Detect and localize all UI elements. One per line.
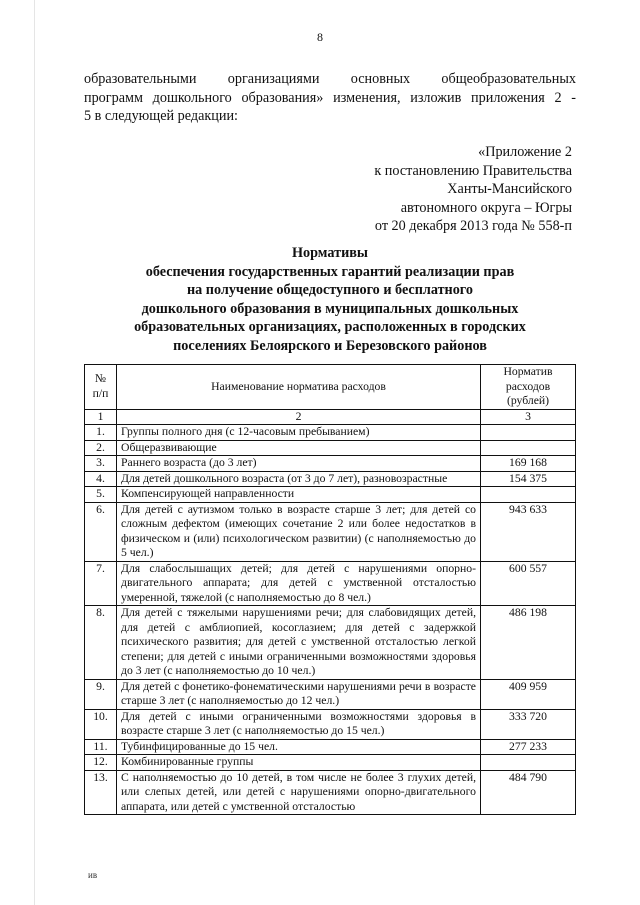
table-row	[85, 502, 576, 561]
appendix-reference	[374, 143, 572, 236]
table-row	[85, 425, 576, 441]
intro-line: образовательными организациями основных общеобразовательных	[84, 71, 576, 87]
title-line: образовательных организациях, расположенных в городских	[134, 319, 526, 336]
row-value: 943 633	[481, 502, 576, 561]
table-row	[85, 739, 576, 755]
row-name: Тубинфицированные до 15 чел.	[117, 739, 481, 755]
row-number: 7.	[85, 561, 117, 606]
row-number: 5.	[85, 487, 117, 503]
row-value	[481, 440, 576, 456]
numbering-cell: 1	[85, 409, 117, 425]
table-row	[85, 561, 576, 606]
table-row	[85, 456, 576, 472]
title-line: обеспечения государственных гарантий реализации прав	[145, 263, 515, 280]
intro-line: 5 в следующей редакции:	[84, 108, 238, 124]
appendix-line: «Приложение 2	[478, 144, 572, 160]
row-value: 333 720	[481, 709, 576, 739]
numbering-cell: 2	[117, 409, 481, 425]
table-row	[85, 755, 576, 771]
document-title	[84, 244, 576, 356]
row-value	[481, 755, 576, 771]
page-number: 8	[317, 30, 323, 44]
row-name: Для детей дошкольного возраста (от 3 до 7 лет), разновозрастные	[117, 471, 481, 487]
row-value: 486 198	[481, 606, 576, 680]
row-number: 8.	[85, 606, 117, 680]
row-number: 6.	[85, 502, 117, 561]
table-header-row	[85, 365, 576, 410]
title-line: Нормативы	[292, 245, 368, 261]
row-value: 154 375	[481, 471, 576, 487]
numbering-cell: 3	[481, 409, 576, 425]
title-line: поселениях Белоярского и Березовского районов	[173, 337, 487, 354]
row-name: Для детей с тяжелыми нарушениями речи; для слабовидящих детей, для детей с амблиопией, косоглазием; для детей с задержкой психического развития; для детей с умственной отсталостью легкой степени; для детей с иными ограниченными возможностями здоровья до 3 лет (с наполняемостью до 10 чел.)	[117, 606, 481, 680]
table-row	[85, 770, 576, 815]
table-row	[85, 709, 576, 739]
row-value	[481, 425, 576, 441]
norms-table	[84, 364, 576, 815]
table-body	[85, 425, 576, 815]
appendix-line: к постановлению Правительства	[374, 162, 572, 179]
row-name: Для детей с аутизмом только в возрасте старше 3 лет; для детей со сложным дефектом (имеющих сочетание 2 или более недостатков в физическом и (или) психологическом развитии) (с наполняемостью до 5 чел.)	[117, 502, 481, 561]
title-line: на получение общедоступного и бесплатного	[186, 282, 473, 299]
table-numbering-row	[85, 409, 576, 425]
row-name: Комбинированные группы	[117, 755, 481, 771]
header-number: № п/п	[85, 365, 117, 410]
table-row	[85, 606, 576, 680]
row-number: 12.	[85, 755, 117, 771]
appendix-line: от 20 декабря 2013 года № 558-п	[374, 218, 572, 234]
row-number: 9.	[85, 679, 117, 709]
row-number: 2.	[85, 440, 117, 456]
row-number: 10.	[85, 709, 117, 739]
appendix-line: Ханты-Мансийского	[447, 181, 572, 197]
table-row	[85, 487, 576, 503]
row-name: Общеразвивающие	[117, 440, 481, 456]
row-number: 1.	[85, 425, 117, 441]
row-name: Для детей с фонетико-фонематическими нарушениями речи в возрасте старше 3 лет (с наполняемостью до 12 чел.)	[117, 679, 481, 709]
table-row	[85, 679, 576, 709]
row-value: 277 233	[481, 739, 576, 755]
row-name: Для детей с иными ограниченными возможностями здоровья в возрасте старше 3 лет (с наполняемостью до 15 чел.)	[117, 709, 481, 739]
row-name: Раннего возраста (до 3 лет)	[117, 456, 481, 472]
row-name: С наполняемостью до 10 детей, в том числе не более 3 глухих детей, или слепых детей, или детей с нарушениями опорно-двигательного аппарата, или детей с умственной отсталостью	[117, 770, 481, 815]
table-row	[85, 471, 576, 487]
header-value: Норматив расходов (рублей)	[481, 365, 576, 410]
row-number: 13.	[85, 770, 117, 815]
row-number: 11.	[85, 739, 117, 755]
intro-line: программ дошкольного образования» изменения, изложив приложения 2 -	[84, 89, 576, 106]
header-name: Наименование норматива расходов	[117, 365, 481, 410]
table-row	[85, 440, 576, 456]
appendix-line: автономного округа – Югры	[400, 199, 572, 216]
title-line: дошкольного образования в муниципальных дошкольных	[141, 300, 519, 317]
row-value: 409 959	[481, 679, 576, 709]
row-value: 484 790	[481, 770, 576, 815]
row-number: 4.	[85, 471, 117, 487]
row-name: Для слабослышащих детей; для детей с нарушениями опорно-двигательного аппарата; для детей с умственной отсталостью умеренной, тяжелой (с наполняемостью до 8 чел.)	[117, 561, 481, 606]
footer-mark: ив	[88, 870, 98, 880]
scan-margin-line	[34, 0, 35, 905]
row-name: Группы полного дня (с 12-часовым пребыванием)	[117, 425, 481, 441]
row-name: Компенсирующей направленности	[117, 487, 481, 503]
row-value	[481, 487, 576, 503]
row-value: 600 557	[481, 561, 576, 606]
row-number: 3.	[85, 456, 117, 472]
intro-paragraph	[84, 70, 576, 126]
row-value: 169 168	[481, 456, 576, 472]
